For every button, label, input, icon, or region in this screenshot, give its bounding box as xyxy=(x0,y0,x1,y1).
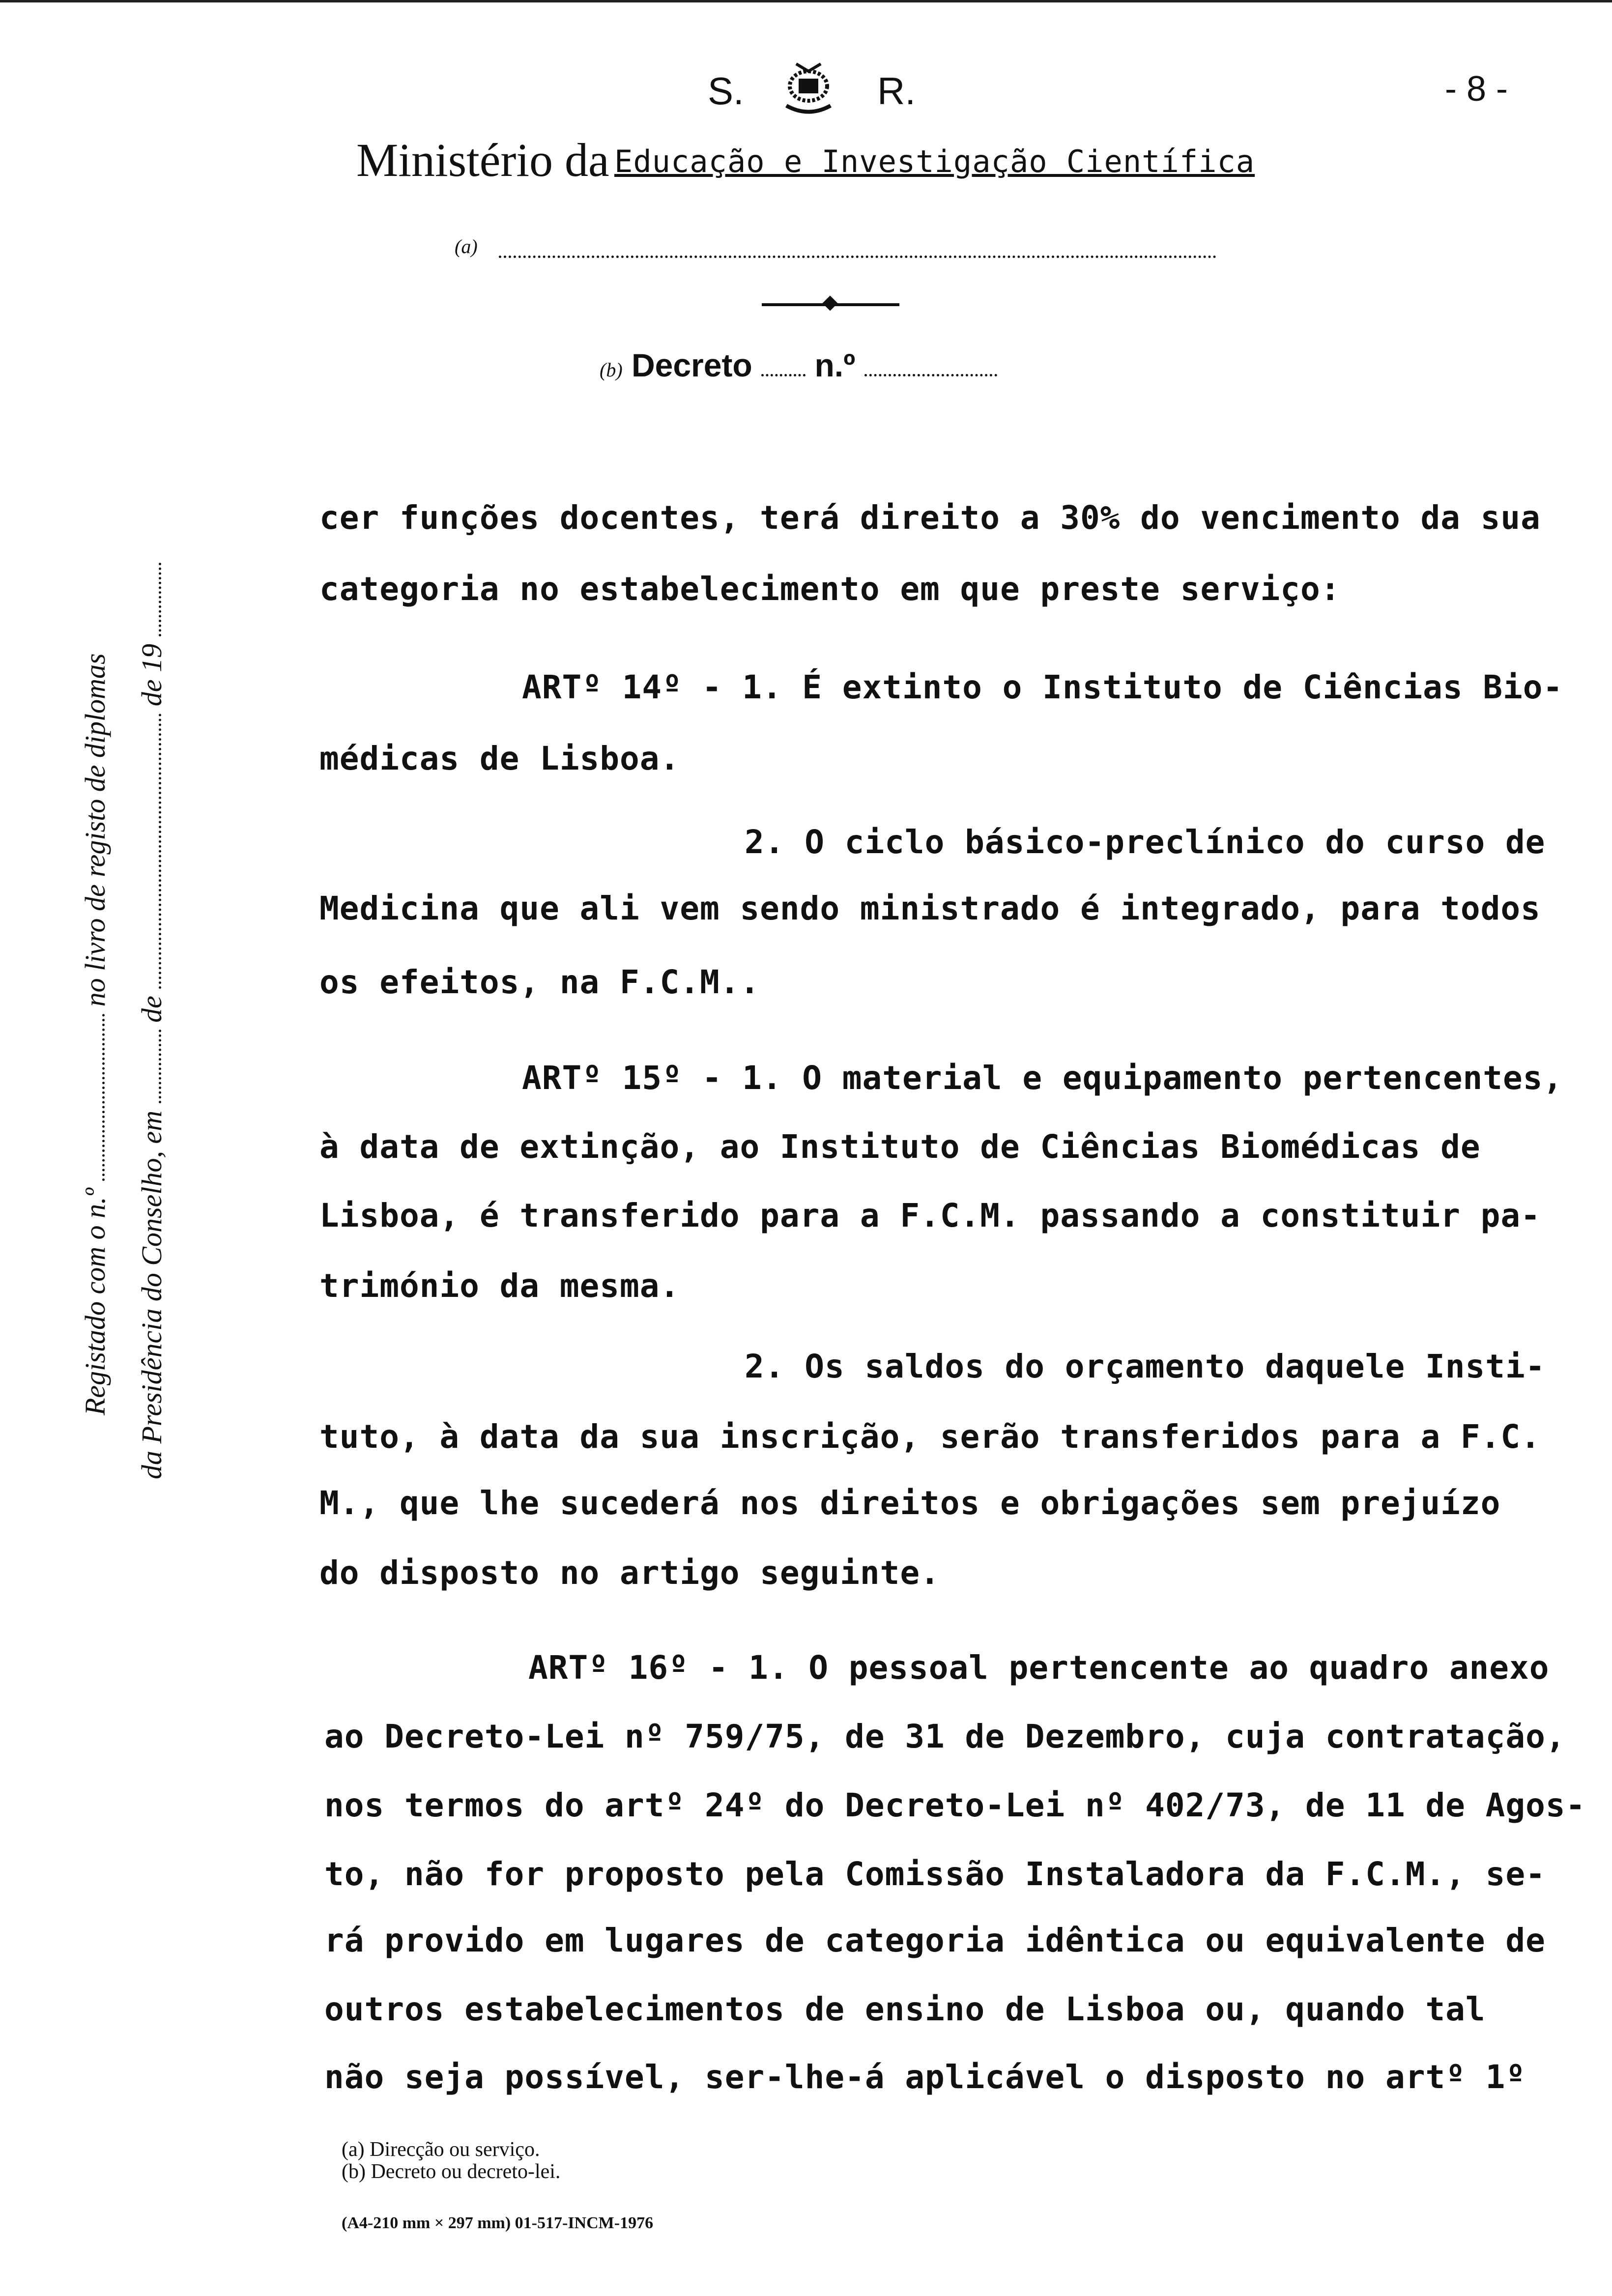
body-line: tuto, à data da sua inscrição, serão transferidos para a F.C. xyxy=(319,1418,1541,1456)
margin-de-label: de xyxy=(136,996,168,1023)
article-15-heading: ARTº 15º - 1. O material e equipamento pertencentes, xyxy=(522,1059,1563,1097)
ministry-prefix: Ministério da xyxy=(356,134,609,186)
footnote-a: (a) Direcção ou serviço. xyxy=(342,2138,540,2161)
service-dotted-line xyxy=(499,256,1216,258)
page-border xyxy=(0,0,1612,2)
body-line: médicas de Lisboa. xyxy=(319,740,680,777)
body-line: 2. O ciclo básico-preclínico do curso de xyxy=(745,823,1546,861)
body-line: nos termos do artº 24º do Decreto-Lei nº 402/73, de 11 de Agos- xyxy=(324,1786,1586,1824)
body-line: do disposto no artigo seguinte. xyxy=(319,1554,940,1592)
body-line: não seja possível, ser-lhe-á aplicável o disposto no artº 1º xyxy=(324,2058,1526,2096)
body-line: Lisboa, é transferido para a F.C.M. passando a constituir pa- xyxy=(319,1197,1541,1234)
decreto-type-blank xyxy=(761,374,806,376)
margin-book-label: no livro de registo de diplomas xyxy=(79,653,111,1007)
ministry-name: Educação e Investigação Científica xyxy=(614,144,1255,179)
header-letter-r: R. xyxy=(877,69,916,113)
body-line: outros estabelecimentos de ensino de Lisboa ou, quando tal xyxy=(324,1990,1486,2028)
margin-presidency-line xyxy=(135,563,168,1479)
body-line: os efeitos, na F.C.M.. xyxy=(319,963,760,1001)
body-line: M., que lhe sucederá nos direitos e obrigações sem prejuízo xyxy=(319,1484,1501,1522)
coat-of-arms-emblem-icon xyxy=(777,59,840,118)
footnote-b: (b) Decreto ou decreto-lei. xyxy=(342,2160,561,2183)
body-line: rá provido em lugares de categoria idêntica ou equivalente de xyxy=(324,1922,1546,1959)
body-line: ao Decreto-Lei nº 759/75, de 31 de Dezembro, cuja contratação, xyxy=(324,1718,1566,1755)
numero-label: n.º xyxy=(814,347,856,383)
decreto-number-blank xyxy=(864,374,997,376)
body-line: 2. Os saldos do orçamento daquele Insti- xyxy=(745,1348,1546,1385)
margin-registered-label: Registado com o n.º xyxy=(79,1188,111,1415)
body-line: Medicina que ali vem sendo ministrado é integrado, para todos xyxy=(319,890,1541,927)
decreto-label: Decreto xyxy=(631,347,752,383)
header-letter-s: S. xyxy=(708,69,744,113)
body-line: trimónio da mesma. xyxy=(319,1267,680,1305)
body-line: à data de extinção, ao Instituto de Ciências Biomédicas de xyxy=(319,1128,1481,1166)
margin-year-label: de 19 xyxy=(136,643,168,707)
separator-diamond-icon xyxy=(822,295,837,311)
margin-registration-line xyxy=(79,653,112,1415)
page-number: - 8 - xyxy=(1445,69,1508,109)
decreto-line xyxy=(600,346,997,384)
body-line: categoria no estabelecimento em que preste serviço: xyxy=(319,570,1341,608)
body-line: to, não for proposto pela Comissão Instaladora da F.C.M., se- xyxy=(324,1855,1546,1893)
line-b-label: (b) xyxy=(600,359,623,381)
form-reference: (A4-210 mm × 297 mm) 01-517-INCM-1976 xyxy=(342,2214,654,2232)
margin-presidency-label: da Presidência do Conselho, em xyxy=(136,1110,168,1479)
line-a-label: (a) xyxy=(455,235,478,258)
body-line: cer funções docentes, terá direito a 30% do vencimento da sua xyxy=(319,499,1541,537)
article-16-heading: ARTº 16º - 1. O pessoal pertencente ao quadro anexo xyxy=(528,1649,1550,1687)
article-14-heading: ARTº 14º - 1. É extinto o Instituto de Ciências Bio- xyxy=(522,668,1563,706)
